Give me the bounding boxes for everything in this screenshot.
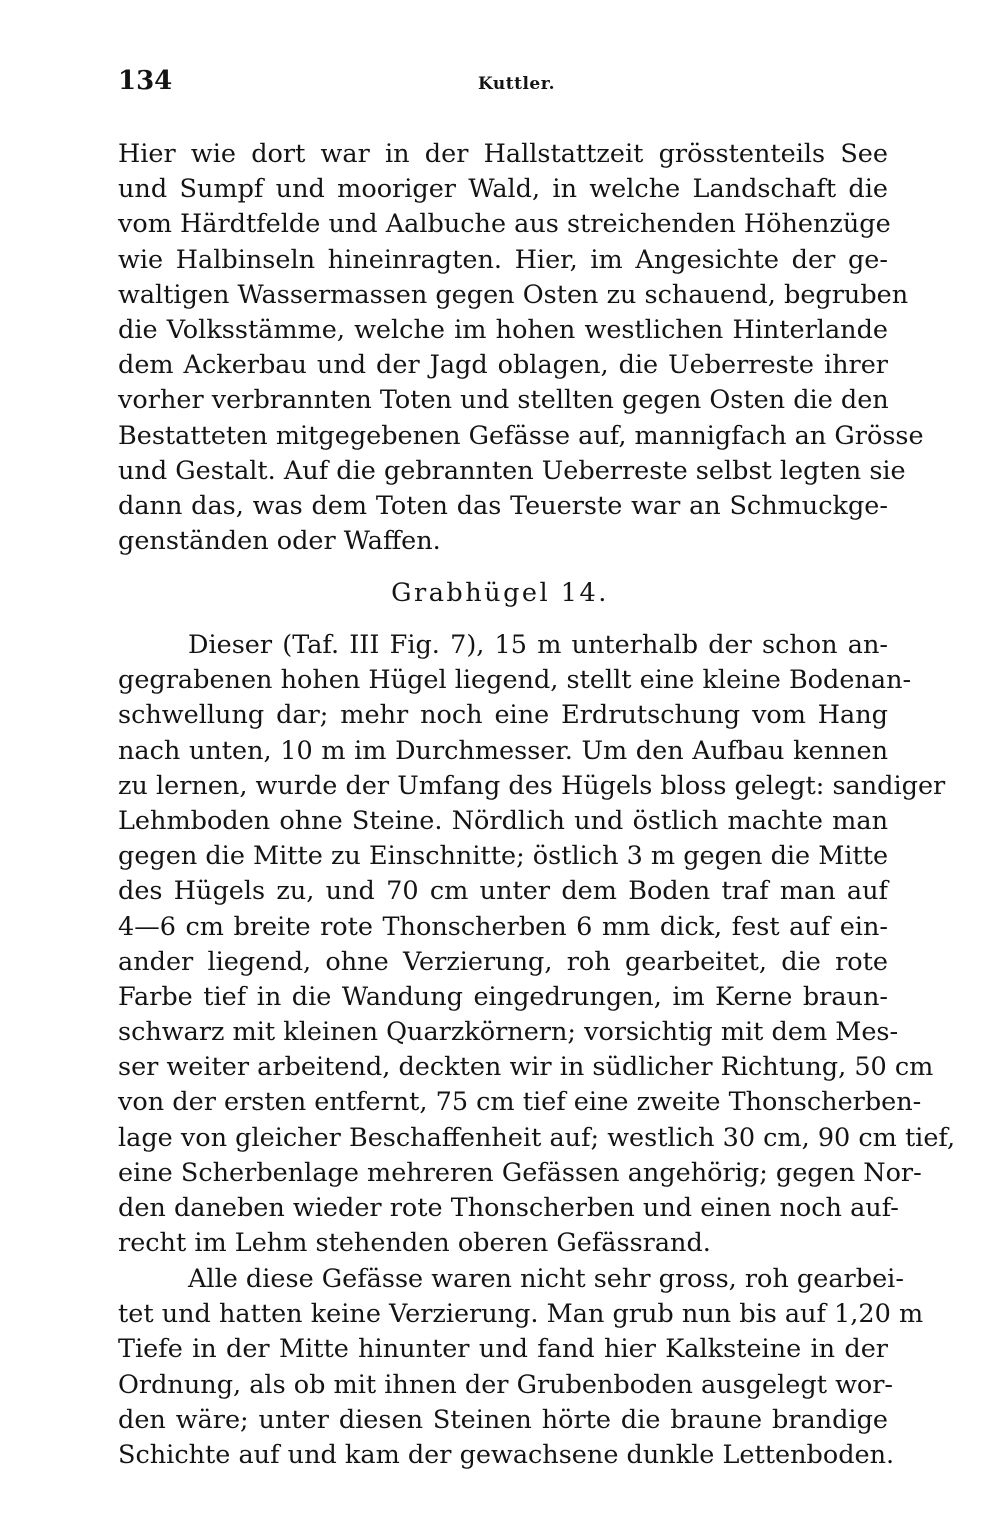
section-heading: Grabhügel 14.: [391, 578, 609, 608]
text-line: eine Scherbenlage mehreren Gefässen angehörig; gegen Nor-: [118, 1157, 922, 1188]
text-line: gegrabenen hohen Hügel liegend, stellt eine kleine Bodenan-: [118, 665, 912, 696]
page-number: 134: [118, 66, 173, 96]
text-line: waltigen Wassermassen gegen Osten zu schauend, begruben: [118, 279, 909, 310]
paragraph-2: [118, 628, 956, 1261]
text-line: gegen die Mitte zu Einschnitte; östlich 3 m gegen die Mitte: [118, 841, 889, 872]
text-line: Lehmboden ohne Steine. Nördlich und östlich machte man: [118, 805, 888, 836]
text-line: Alle diese Gefässe waren nicht sehr gross, roh gearbei-: [188, 1264, 904, 1294]
text-line: 4—6 cm breite rote Thonscherben 6 mm dick, fest auf ein-: [118, 911, 888, 942]
text-line: ser weiter arbeitend, deckten wir in südlicher Richtung, 50 cm: [118, 1052, 934, 1083]
text-line: die Volksstämme, welche im hohen westlichen Hinterlande: [118, 314, 888, 345]
text-line: ander liegend, ohne Verzierung, roh gearbeitet, die rote: [118, 946, 888, 977]
text-line: und Gestalt. Auf die gebrannten Ueberreste selbst legten sie: [118, 455, 906, 486]
text-line: Dieser (Taf. III Fig. 7), 15 m unterhalb der schon an-: [188, 630, 888, 660]
text-line: vorher verbrannten Toten und stellten gegen Osten die den: [118, 385, 889, 416]
text-line: dem Ackerbau und der Jagd oblagen, die Ueberreste ihrer: [118, 350, 888, 381]
text-line: von der ersten entfernt, 75 cm tief eine zweite Thonscherben-: [118, 1087, 922, 1118]
text-line: lage von gleicher Beschaffenheit auf; westlich 30 cm, 90 cm tief,: [118, 1122, 956, 1153]
text-line: dann das, was dem Toten das Teuerste war an Schmuckge-: [118, 490, 888, 521]
text-line: Farbe tief in die Wandung eingedrungen, im Kerne braun-: [118, 981, 888, 1012]
text-line: recht im Lehm stehenden oberen Gefässrand.: [118, 1228, 711, 1259]
text-line: des Hügels zu, und 70 cm unter dem Boden traf man auf: [118, 876, 888, 907]
text-line: Ordnung, als ob mit ihnen der Grubenboden ausgelegt wor-: [118, 1369, 894, 1400]
text-line: zu lernen, wurde der Umfang des Hügels bloss gelegt: sandiger: [118, 770, 946, 801]
text-line: und Sumpf und mooriger Wald, in welche Landschaft die: [118, 174, 888, 205]
text-line: wie Halbinseln hineinragten. Hier, im Angesichte der ge-: [118, 244, 888, 275]
text-line: tet und hatten keine Verzierung. Man grub nun bis auf 1,20 m: [118, 1299, 924, 1330]
paragraph-3: [118, 1262, 924, 1473]
text-line: den daneben wieder rote Thonscherben und einen noch auf-: [118, 1193, 899, 1223]
paragraph-1: [118, 137, 924, 559]
text-line: nach unten, 10 m im Durchmesser. Um den Aufbau kennen: [118, 735, 888, 766]
text-line: Bestatteten mitgegebenen Gefässe auf, mannigfach an Grösse: [118, 420, 924, 451]
text-line: Schichte auf und kam der gewachsene dunkle Lettenboden.: [118, 1439, 895, 1470]
text-line: Hier wie dort war in der Hallstattzeit grösstenteils See: [118, 139, 888, 169]
running-head: Kuttler.: [478, 74, 556, 94]
text-line: den wäre; unter diesen Steinen hörte die braune brandige: [118, 1404, 888, 1435]
text-line: genständen oder Waffen.: [118, 526, 441, 557]
text-line: schwellung dar; mehr noch eine Erdrutschung vom Hang: [118, 700, 888, 731]
text-line: Tiefe in der Mitte hinunter und fand hier Kalksteine in der: [118, 1334, 888, 1365]
text-line: schwarz mit kleinen Quarzkörnern; vorsichtig mit dem Mes-: [118, 1017, 899, 1048]
page-header: [118, 66, 888, 106]
text-line: vom Härdtfelde und Aalbuche aus streichenden Höhenzüge: [118, 209, 891, 240]
